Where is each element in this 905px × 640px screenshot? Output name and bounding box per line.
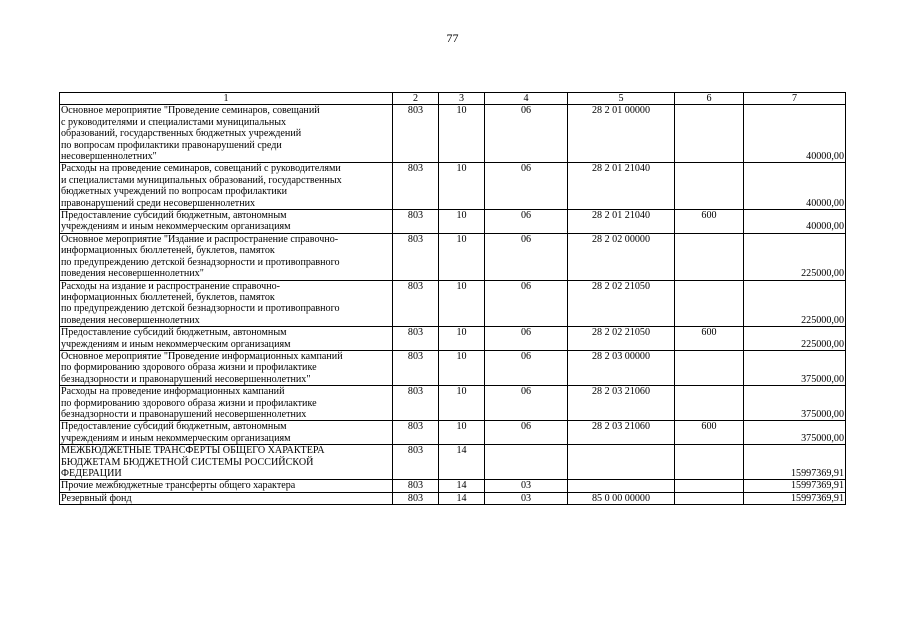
- subsection-cell: 03: [485, 492, 568, 504]
- row-name-line: Основное мероприятие "Проведение семинаров, совещаний: [61, 105, 320, 117]
- row-name-line: Предоставление субсидий бюджетным, автономным: [61, 210, 287, 222]
- admin-code-cell: 803: [393, 105, 439, 163]
- table-header: [60, 93, 846, 105]
- row-name-line: и специалистами муниципальных образований, государственных: [61, 174, 342, 186]
- expense-type-cell: 600: [675, 210, 744, 234]
- section-cell: 10: [439, 163, 485, 210]
- row-name-line: Предоставление субсидий бюджетным, автономным: [61, 421, 287, 433]
- row-name-cell: [60, 105, 393, 163]
- table-row: [60, 210, 846, 234]
- target-article-cell: 28 2 03 21060: [568, 421, 675, 445]
- section-cell: 10: [439, 386, 485, 421]
- row-name-line: по формированию здорового образа жизни и профилактике: [61, 362, 317, 374]
- table-row: [60, 480, 846, 492]
- expense-type-cell: [675, 445, 744, 480]
- expense-type-cell: 600: [675, 421, 744, 445]
- row-name-line: Основное мероприятие "Проведение информационных кампаний: [61, 350, 343, 362]
- header-col-5: 5: [568, 93, 675, 105]
- subsection-cell: 06: [485, 210, 568, 234]
- admin-code-cell: 803: [393, 421, 439, 445]
- section-cell: 10: [439, 280, 485, 327]
- row-name-line: по предупреждению детской безнадзорности и противоправного: [61, 303, 340, 315]
- target-article-cell: [568, 480, 675, 492]
- row-name-line: учреждениям и иным некоммерческим организациям: [61, 221, 291, 233]
- row-name-line: поведения несовершеннолетних: [61, 314, 200, 326]
- admin-code-cell: 803: [393, 386, 439, 421]
- expense-type-cell: 600: [675, 327, 744, 351]
- row-name-line: МЕЖБЮДЖЕТНЫЕ ТРАНСФЕРТЫ ОБЩЕГО ХАРАКТЕРА: [61, 445, 325, 457]
- row-name-line: учреждениям и иным некоммерческим организациям: [61, 432, 291, 444]
- expense-type-cell: [675, 233, 744, 280]
- section-cell: 14: [439, 445, 485, 480]
- admin-code-cell: 803: [393, 350, 439, 385]
- admin-code-cell: 803: [393, 210, 439, 234]
- admin-code-cell: 803: [393, 492, 439, 504]
- subsection-cell: 06: [485, 350, 568, 385]
- amount-cell: 40000,00: [744, 105, 846, 163]
- row-name-cell: [60, 350, 393, 385]
- row-name-cell: [60, 210, 393, 234]
- target-article-cell: 28 2 02 21050: [568, 280, 675, 327]
- expense-type-cell: [675, 480, 744, 492]
- subsection-cell: 06: [485, 233, 568, 280]
- expense-type-cell: [675, 280, 744, 327]
- target-article-cell: 85 0 00 00000: [568, 492, 675, 504]
- row-name-cell: [60, 480, 393, 492]
- row-name-cell: [60, 233, 393, 280]
- row-name-line: Расходы на проведение информационных кампаний: [61, 386, 285, 398]
- row-name-line: безнадзорности и правонарушений несовершеннолетних: [61, 408, 307, 420]
- row-name-line: по формированию здорового образа жизни и профилактике: [61, 397, 317, 409]
- admin-code-cell: 803: [393, 445, 439, 480]
- header-col-1: 1: [60, 93, 393, 105]
- subsection-cell: 06: [485, 386, 568, 421]
- target-article-cell: 28 2 02 00000: [568, 233, 675, 280]
- admin-code-cell: 803: [393, 327, 439, 351]
- subsection-cell: 06: [485, 421, 568, 445]
- row-name-line: образований, государственных бюджетных учреждений: [61, 128, 302, 140]
- row-name-cell: [60, 280, 393, 327]
- admin-code-cell: 803: [393, 480, 439, 492]
- expense-type-cell: [675, 163, 744, 210]
- amount-cell: 375000,00: [744, 350, 846, 385]
- target-article-cell: 28 2 01 00000: [568, 105, 675, 163]
- header-col-4: 4: [485, 93, 568, 105]
- table-row: [60, 233, 846, 280]
- section-cell: 14: [439, 480, 485, 492]
- target-article-cell: 28 2 02 21050: [568, 327, 675, 351]
- row-name-cell: [60, 492, 393, 504]
- table-row: [60, 386, 846, 421]
- subsection-cell: 03: [485, 480, 568, 492]
- row-name-line: ФЕДЕРАЦИИ: [61, 468, 122, 479]
- row-name-cell: [60, 421, 393, 445]
- table-row: [60, 421, 846, 445]
- table-row: [60, 105, 846, 163]
- amount-cell: 15997369,91: [744, 445, 846, 480]
- table-row: [60, 445, 846, 480]
- header-col-2: 2: [393, 93, 439, 105]
- row-name-cell: [60, 163, 393, 210]
- row-name-line: с руководителями и специалистами муниципальных: [61, 116, 287, 128]
- section-cell: 10: [439, 105, 485, 163]
- expense-type-cell: [675, 105, 744, 163]
- row-name-line: Основное мероприятие "Издание и распространение справочно-: [61, 233, 339, 245]
- amount-cell: 40000,00: [744, 163, 846, 210]
- expense-type-cell: [675, 492, 744, 504]
- admin-code-cell: 803: [393, 233, 439, 280]
- row-name-cell: [60, 386, 393, 421]
- header-col-6: 6: [675, 93, 744, 105]
- subsection-cell: 06: [485, 105, 568, 163]
- row-name-line: Расходы на проведение семинаров, совещаний с руководителями: [61, 163, 341, 175]
- amount-cell: 225000,00: [744, 233, 846, 280]
- row-name-line: БЮДЖЕТАМ БЮДЖЕТНОЙ СИСТЕМЫ РОССИЙСКОЙ: [61, 456, 314, 468]
- row-name-line: учреждениям и иным некоммерческим организациям: [61, 338, 291, 350]
- row-name-line: правонарушений среди несовершеннолетних: [61, 197, 256, 209]
- table-row: [60, 163, 846, 210]
- amount-cell: 15997369,91: [744, 480, 846, 492]
- row-name-line: по предупреждению детской безнадзорности и противоправного: [61, 256, 340, 268]
- target-article-cell: [568, 445, 675, 480]
- table-body: [60, 105, 846, 505]
- page-number: 77: [446, 31, 459, 45]
- row-name-line: Расходы на издание и распространение справочно-: [61, 280, 281, 292]
- section-cell: 10: [439, 421, 485, 445]
- table-row: [60, 280, 846, 327]
- admin-code-cell: 803: [393, 163, 439, 210]
- subsection-cell: 06: [485, 280, 568, 327]
- row-name-cell: [60, 445, 393, 480]
- expense-type-cell: [675, 350, 744, 385]
- row-name-line: Прочие межбюджетные трансферты общего характера: [61, 480, 296, 492]
- target-article-cell: 28 2 03 00000: [568, 350, 675, 385]
- row-name-line: бюджетных учреждений по вопросам профилактики: [61, 186, 288, 198]
- row-name-line: информационных бюллетеней, буклетов, памяток: [61, 291, 275, 303]
- table-row: [60, 327, 846, 351]
- target-article-cell: 28 2 03 21060: [568, 386, 675, 421]
- header-col-7: 7: [744, 93, 846, 105]
- row-name-line: Предоставление субсидий бюджетным, автономным: [61, 327, 287, 339]
- section-cell: 10: [439, 210, 485, 234]
- subsection-cell: 06: [485, 327, 568, 351]
- section-cell: 10: [439, 327, 485, 351]
- table-row: [60, 350, 846, 385]
- header-row: [60, 93, 846, 105]
- amount-cell: 40000,00: [744, 210, 846, 234]
- row-name-line: по вопросам профилактики правонарушений среди: [61, 139, 282, 151]
- table-row: [60, 492, 846, 504]
- section-cell: 10: [439, 350, 485, 385]
- subsection-cell: 06: [485, 163, 568, 210]
- row-name-cell: [60, 327, 393, 351]
- row-name-line: Резервный фонд: [61, 492, 132, 504]
- amount-cell: 225000,00: [744, 327, 846, 351]
- target-article-cell: 28 2 01 21040: [568, 163, 675, 210]
- amount-cell: 375000,00: [744, 421, 846, 445]
- subsection-cell: [485, 445, 568, 480]
- admin-code-cell: 803: [393, 280, 439, 327]
- row-name-line: несовершеннолетних": [61, 151, 157, 163]
- row-name-line: безнадзорности и правонарушений несовершеннолетних": [61, 373, 311, 385]
- row-name-line: поведения несовершеннолетних": [61, 268, 204, 280]
- budget-table: [59, 92, 846, 505]
- amount-cell: 375000,00: [744, 386, 846, 421]
- section-cell: 14: [439, 492, 485, 504]
- header-col-3: 3: [439, 93, 485, 105]
- expense-type-cell: [675, 386, 744, 421]
- target-article-cell: 28 2 01 21040: [568, 210, 675, 234]
- amount-cell: 15997369,91: [744, 492, 846, 504]
- section-cell: 10: [439, 233, 485, 280]
- amount-cell: 225000,00: [744, 280, 846, 327]
- row-name-line: информационных бюллетеней, буклетов, памяток: [61, 245, 275, 257]
